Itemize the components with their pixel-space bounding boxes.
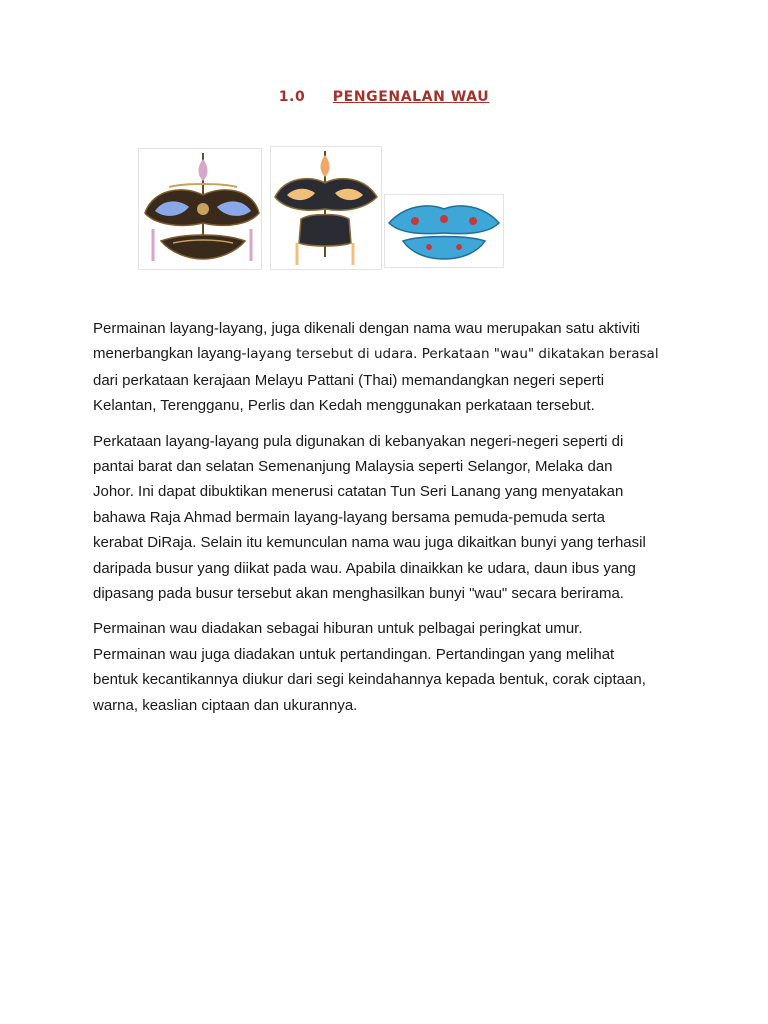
paragraph-3 bbox=[93, 616, 683, 718]
text-line: kerabat DiRaja. Selain itu kemunculan nama wau juga dikaitkan bunyi yang terhasil bbox=[93, 534, 646, 552]
text-line: Kelantan, Terengganu, Perlis dan Kedah menggunakan perkataan tersebut. bbox=[93, 397, 595, 415]
paragraph-1 bbox=[93, 316, 683, 419]
text-line: Permainan layang-layang, juga dikenali dengan nama wau merupakan satu aktiviti bbox=[93, 320, 641, 337]
text-line: warna, keaslian ciptaan dan ukurannya. bbox=[93, 696, 358, 714]
wau-kucing-kite-icon bbox=[270, 146, 382, 270]
text-fragment: menerbangkan layang- bbox=[93, 345, 247, 363]
text-line: pantai barat dan selatan Semenanjung Malaysia seperti Selangor, Melaka dan bbox=[93, 458, 613, 476]
kite-images bbox=[138, 146, 508, 270]
text-fragment: layang tersebut di udara. Perkataan "wau" dikatakan berasal bbox=[246, 346, 659, 363]
section-number: 1.0 bbox=[278, 89, 306, 105]
text-line: Permainan wau diadakan sebagai hiburan untuk pelbagai peringkat umur. bbox=[93, 620, 583, 638]
wau-bulan-kite-icon bbox=[138, 148, 262, 270]
text-line: dipasang pada busur tersebut akan menghasilkan bunyi "wau" secara berirama. bbox=[93, 585, 624, 603]
text-line: bahawa Raja Ahmad bermain layang-layang bersama pemuda-pemuda serta bbox=[93, 508, 605, 526]
paragraph-2 bbox=[93, 429, 683, 607]
text-line: Johor. Ini dapat dibuktikan menerusi catatan Tun Seri Lanang yang menyatakan bbox=[93, 483, 624, 501]
text-line bbox=[93, 341, 683, 367]
text-line: Perkataan layang-layang pula digunakan di kebanyakan negeri-negeri seperti di bbox=[93, 432, 624, 450]
text-line: bentuk kecantikannya diukur dari segi keindahannya kepada bentuk, corak ciptaan, bbox=[93, 671, 646, 689]
wau-jala-budi-kite-icon bbox=[384, 194, 504, 268]
section-title: PENGENALAN WAU bbox=[332, 89, 490, 105]
text-line: daripada busur yang diikat pada wau. Apabila dinaikkan ke udara, daun ibus yang bbox=[93, 559, 636, 577]
body-text bbox=[93, 316, 683, 728]
section-heading bbox=[0, 89, 768, 105]
text-line: dari perkataan kerajaan Melayu Pattani (Thai) memandangkan negeri seperti bbox=[93, 371, 605, 389]
text-line: Permainan wau juga diadakan untuk pertandingan. Pertandingan yang melihat bbox=[93, 645, 615, 663]
